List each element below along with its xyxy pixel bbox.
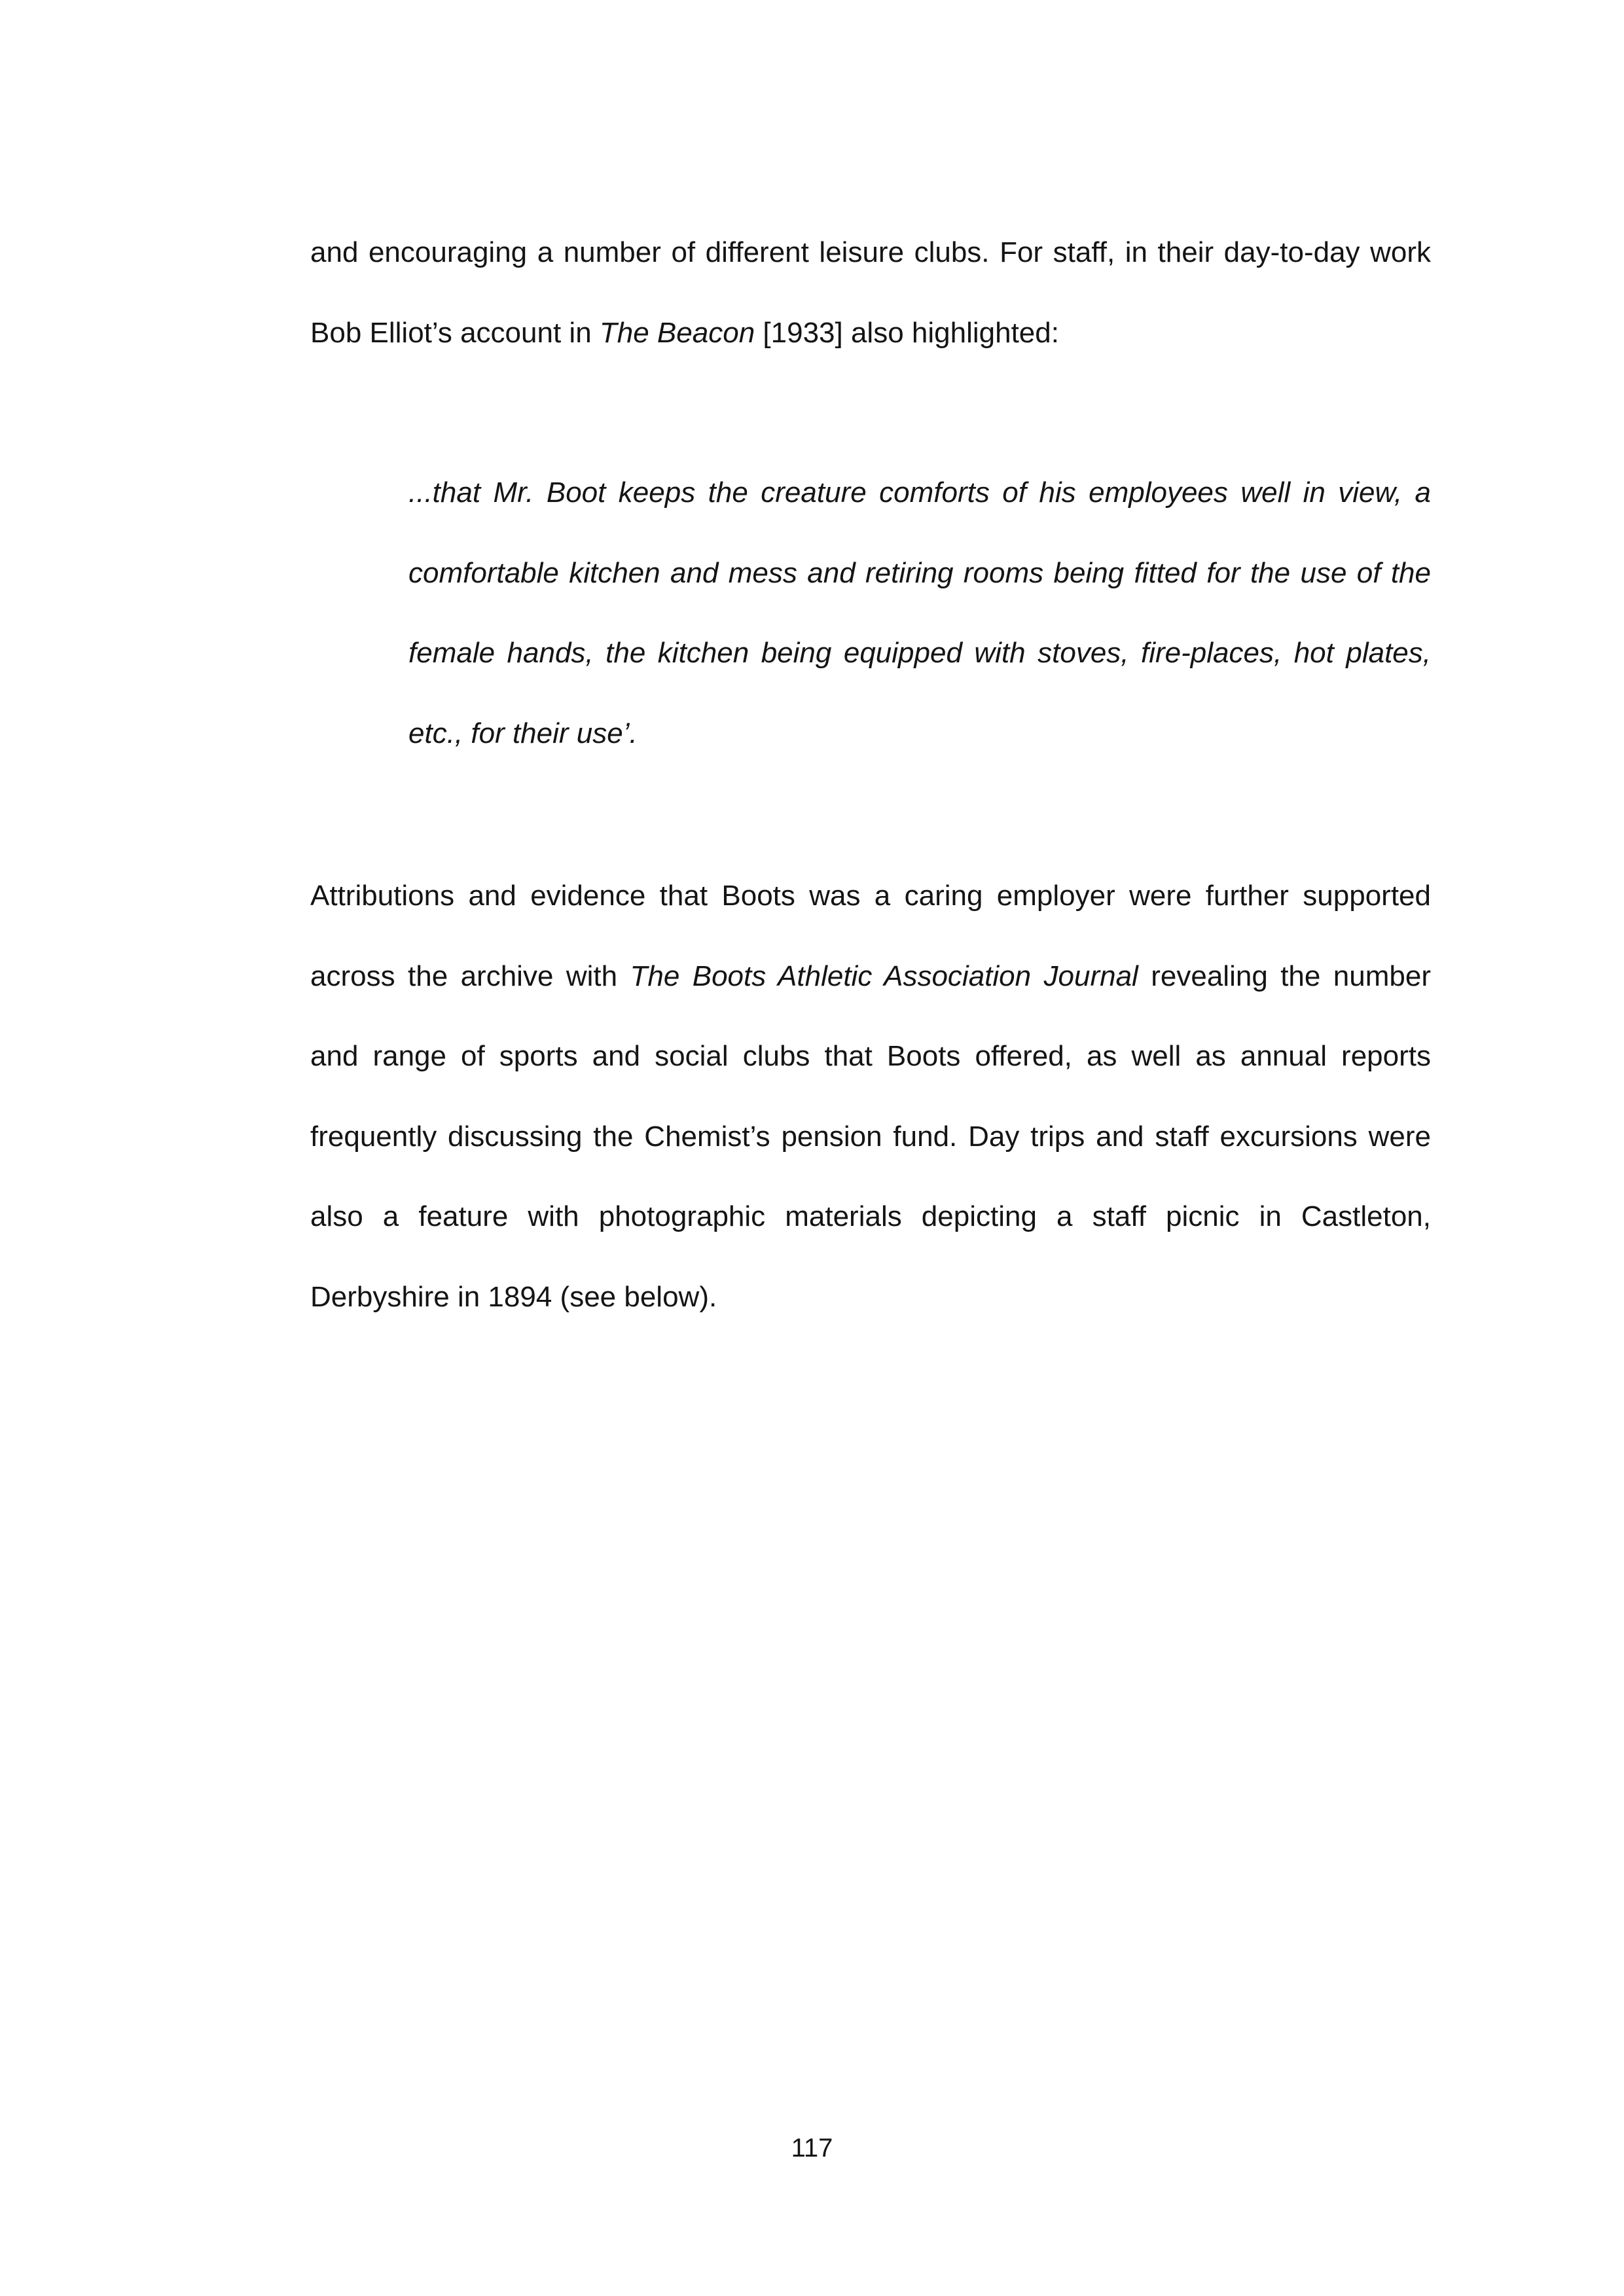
para2-text-b: revealing the number and range of sports and social clubs that Boots offered, as well as annual reports frequently discussing the Chemist’s pension fund. Day trips and staff excursions were also a feature with photographic materials depicting a staff picnic in Castleton, Derbyshire in 1894 (see below). [310, 960, 1431, 1313]
para1-text-b: [1933] also highlighted: [755, 316, 1059, 349]
body-paragraph-1 [310, 213, 1431, 373]
body-paragraph-2 [310, 856, 1431, 1337]
block-quote: ...that Mr. Boot keeps the creature comforts of his employees well in view, a comfortable kitchen and mess and retiring rooms being fitted for the use of the female hands, the kitchen being equipped with stoves, fire-places, hot plates, etc., for their use’. [408, 476, 1431, 749]
publication-title-the-beacon: The Beacon [599, 316, 755, 349]
publication-title-athletic-journal: The Boots Athletic Association Journal [630, 960, 1138, 992]
page-number: 117 [791, 2134, 833, 2162]
para1-text-a: and encouraging a number of different leisure clubs. For staff, in their day-to-day work Bob Elliot’s account in [310, 236, 1431, 349]
para2-text-a: Attributions and evidence that Boots was a caring employer were further supported across the archive with [310, 880, 1431, 992]
